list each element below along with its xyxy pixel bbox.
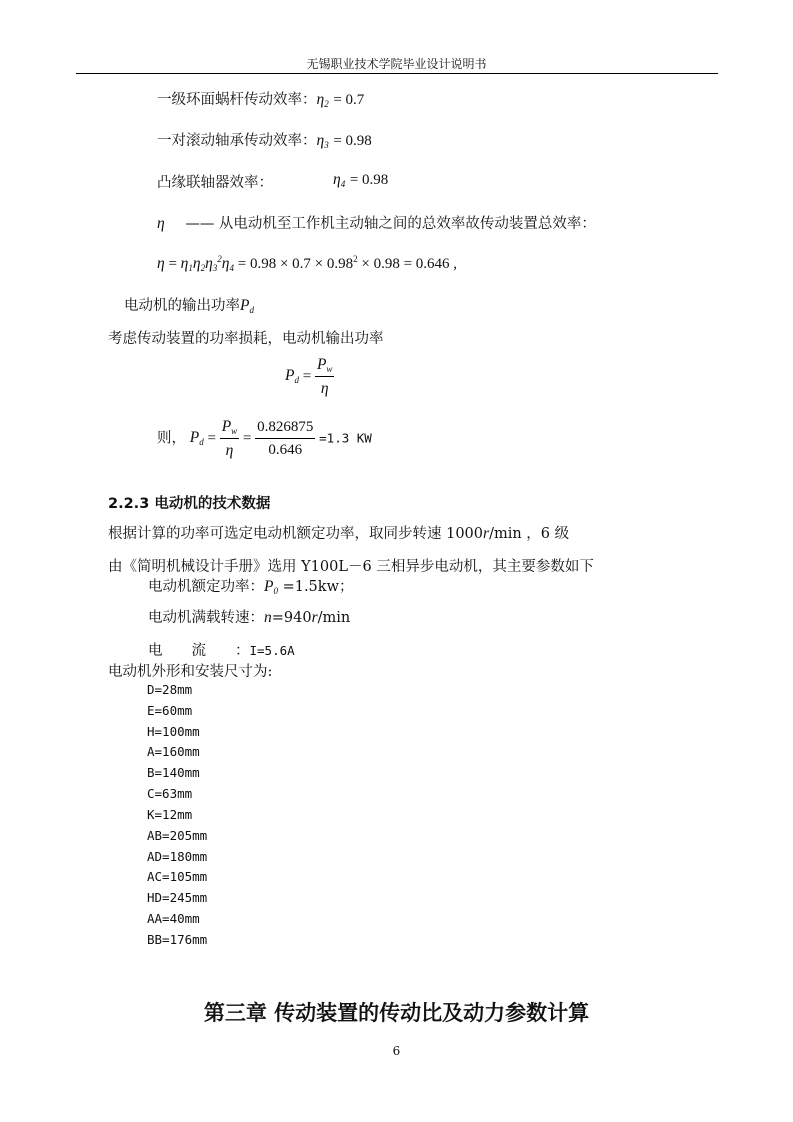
pd-result: =1.3 KW xyxy=(319,430,372,446)
section-2-2-3-heading: 2.2.3 电动机的技术数据 xyxy=(108,496,271,512)
dimension-item: C=63mm xyxy=(147,786,193,801)
full-load-speed-unit: /min xyxy=(317,610,351,626)
then-label: 则， xyxy=(157,430,186,447)
chapter-title: 第三章 传动装置的传动比及动力参数计算 xyxy=(203,1001,590,1025)
current-line xyxy=(148,639,295,660)
rated-power-text-b: /min ，6 级 xyxy=(489,526,570,542)
dimension-item: AC=105mm xyxy=(147,869,208,884)
pd-lhs: $P_d$ xyxy=(285,367,299,386)
dimension-item: AA=40mm xyxy=(147,911,200,926)
r-symbol: r xyxy=(483,525,490,542)
worm-efficiency-line xyxy=(157,88,364,109)
pw-eta-fraction xyxy=(220,418,239,460)
pd-symbol: $P_d$ xyxy=(240,297,254,315)
eta-definition-text: —— 从电动机至工作机主动轴之间的总效率故传动装置总效率： xyxy=(185,216,596,232)
dimension-item: AB=205mm xyxy=(147,828,208,843)
numeric-numerator: 0.826875 xyxy=(255,419,315,439)
current-value: I=5.6A xyxy=(249,643,295,658)
coupling-efficiency-label: 凸缘联轴器效率： xyxy=(157,175,273,191)
pw-over-eta-fraction xyxy=(315,356,334,398)
dimension-item: H=100mm xyxy=(147,724,200,739)
motor-selection-text: 由《简明机械设计手册》选用 Y100L－6 三相异步电动机，其主要参数如下 xyxy=(108,559,594,575)
dimension-item: HD=245mm xyxy=(147,890,208,905)
full-load-speed-value: =940 xyxy=(271,610,312,626)
coupling-efficiency-value: = 0.98 xyxy=(349,172,389,188)
pd-calculation: 则， $P_d$ = $\frac{P_w}{\eta}$ = $\frac{0.826875}{0.646}$ =1.3 KW xyxy=(157,418,372,459)
dimension-item: AD=180mm xyxy=(147,849,208,864)
worm-efficiency-value: = 0.7 xyxy=(333,92,365,108)
eta-symbol: η xyxy=(157,215,165,232)
page-number: 6 xyxy=(392,1044,401,1058)
eta-denominator: η xyxy=(320,380,329,397)
eta4-symbol: $\eta_4$ xyxy=(333,171,346,189)
rated-power-text xyxy=(108,522,569,543)
rated-power-line xyxy=(148,575,354,596)
dimension-item: E=60mm xyxy=(147,703,193,718)
coupling-efficiency-formula xyxy=(333,171,388,189)
eta-denominator-2: η xyxy=(225,442,234,459)
page-header: 无锡职业技术学院毕业设计说明书 xyxy=(306,57,487,71)
p0-symbol: $P_0$ xyxy=(264,578,278,596)
output-power-label: 电动机的输出功率 xyxy=(124,298,240,314)
full-load-speed-label: 电动机满载转速： xyxy=(148,610,264,626)
dimension-item: D=28mm xyxy=(147,682,193,697)
numeric-denominator: 0.646 xyxy=(268,442,303,458)
dimension-item: A=160mm xyxy=(147,744,200,759)
bearing-efficiency-line xyxy=(157,129,372,150)
coupling-efficiency-line xyxy=(157,171,273,192)
dimensions-label: 电动机外形和安装尺寸为: xyxy=(108,664,273,680)
eta3-symbol: $\eta_3$ xyxy=(316,132,329,150)
eta-total-symbol: η xyxy=(157,255,165,272)
rated-power-text-a: 根据计算的功率可选定电动机额定功率，取同步转速 1000 xyxy=(108,526,484,542)
dimension-item: B=140mm xyxy=(147,765,200,780)
total-efficiency-tail: × 0.98 = 0.646 , xyxy=(357,256,458,272)
pw-numerator: $P_w$ xyxy=(315,356,334,377)
rated-power-value: =1.5kw； xyxy=(277,579,354,595)
pd-calc-lhs: $P_d$ xyxy=(189,429,204,448)
n-symbol: n xyxy=(264,609,272,626)
total-efficiency-formula: $\eta = \eta_1\eta_2\eta_3^2\eta_4 = 0.98 \times 0.7 \times 0.98^2 \times 0.98 = 0.646$ , xyxy=(157,254,458,273)
eta-product-symbols: $\eta_1\eta_2\eta_3^2\eta_4$ xyxy=(180,254,234,273)
rated-power-label: 电动机额定功率： xyxy=(148,579,264,595)
dimension-item: K=12mm xyxy=(147,807,193,822)
r-symbol-2: r xyxy=(311,609,318,626)
output-power-heading xyxy=(124,294,254,315)
worm-efficiency-label: 一级环面蜗杆传动效率： xyxy=(157,92,317,108)
header-divider xyxy=(76,73,718,74)
pd-formula: $P_d$ = $\frac{P_w}{\eta}$ xyxy=(285,356,333,397)
full-load-speed-line xyxy=(148,606,350,627)
numeric-fraction xyxy=(255,419,315,459)
pw-numerator-2: $P_w$ xyxy=(220,418,239,439)
current-label: 电 流 ： xyxy=(148,643,250,659)
bearing-efficiency-label: 一对滚动轴承传动效率： xyxy=(157,133,317,149)
bearing-efficiency-value: = 0.98 xyxy=(333,133,372,149)
eta-definition-line xyxy=(157,212,596,233)
dimension-item: BB=176mm xyxy=(147,932,208,947)
power-loss-text: 考虑传动装置的功率损耗，电动机输出功率 xyxy=(108,331,384,347)
total-efficiency-rhs: = 0.98 × 0.7 × 0.98 xyxy=(237,256,354,272)
eta2-symbol: $\eta_2$ xyxy=(316,91,329,109)
